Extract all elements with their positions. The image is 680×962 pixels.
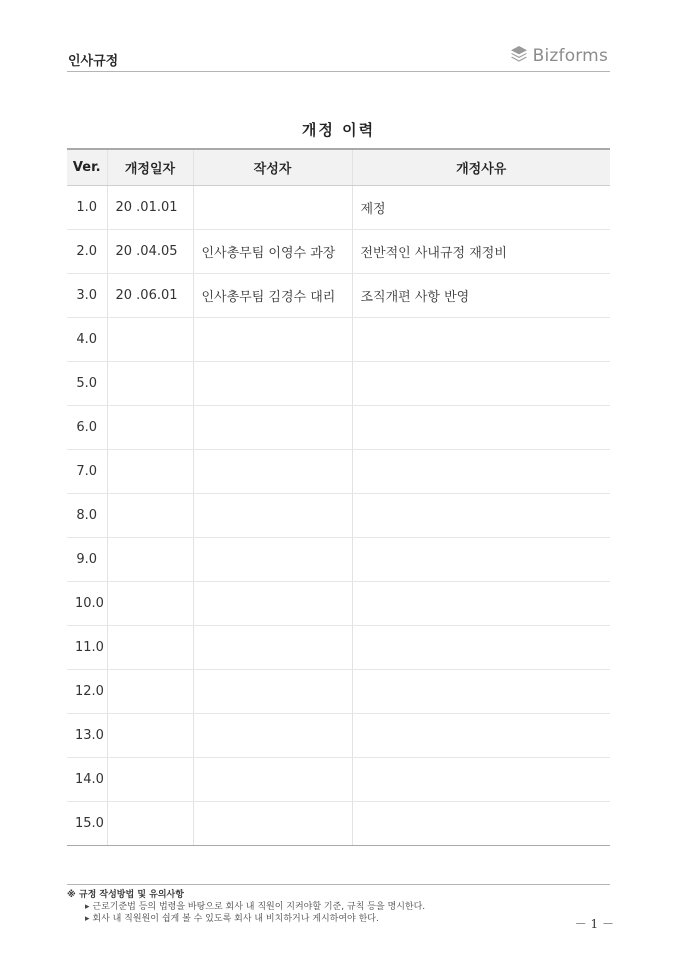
cell-author [193,318,352,362]
cell-date [107,406,193,450]
note-item: ▸ 회사 내 직원원이 쉽게 볼 수 있도록 회사 내 비치하거나 게시하여야 한다. [85,914,379,924]
cell-reason [352,362,610,406]
cell-version: 12.0 [67,670,107,714]
note-item: ▸ 근로기준법 등의 법령을 바탕으로 회사 내 직원이 지켜야할 기준, 규칙 등을 명시한다. [85,902,426,912]
cell-author [193,494,352,538]
cell-date [107,802,193,846]
cell-author [193,186,352,230]
table-row [67,362,610,406]
cell-reason [352,670,610,714]
cell-author [193,670,352,714]
table-row [67,582,610,626]
cell-version: 4.0 [67,318,107,362]
header-divider [67,71,610,72]
table-row [67,318,610,362]
cell-author [193,758,352,802]
cell-reason [352,758,610,802]
column-header-version: Ver. [67,149,107,186]
cell-reason [352,802,610,846]
cell-reason [352,494,610,538]
table-row [67,230,610,274]
cell-author [193,802,352,846]
table-row [67,802,610,846]
table-row [67,186,610,230]
cell-author [193,626,352,670]
table-row [67,494,610,538]
column-header-reason: 개정사유 [352,149,610,186]
cell-date [107,538,193,582]
cell-version: 7.0 [67,450,107,494]
cell-version: 2.0 [67,230,107,274]
footer-divider [67,884,610,885]
cell-author: 인사총무팀 이영수 과장 [193,230,352,274]
cell-version: 15.0 [67,802,107,846]
cell-date [107,670,193,714]
cell-version: 6.0 [67,406,107,450]
cell-reason: 전반적인 사내규정 재정비 [352,230,610,274]
cell-author [193,538,352,582]
cell-version: 8.0 [67,494,107,538]
cell-reason [352,538,610,582]
cell-date [107,582,193,626]
table-row [67,758,610,802]
cell-author: 인사총무팀 김경수 대리 [193,274,352,318]
cell-version: 14.0 [67,758,107,802]
cell-author [193,362,352,406]
cell-author [193,714,352,758]
logo-text: Bizforms [532,46,608,66]
cell-reason [352,714,610,758]
cell-date: 20 .04.05 [107,230,193,274]
document-title: 개정 이력 [301,121,376,139]
table-row [67,714,610,758]
cell-version: 1.0 [67,186,107,230]
table-header-row [67,149,610,186]
cell-reason [352,626,610,670]
cell-reason: 조직개편 사항 반영 [352,274,610,318]
cell-date [107,362,193,406]
column-header-author: 작성자 [193,149,352,186]
column-header-date: 개정일자 [107,149,193,186]
page-header-title: 인사규정 [68,54,119,69]
cell-version: 9.0 [67,538,107,582]
cell-date [107,714,193,758]
cell-reason [352,582,610,626]
cell-date [107,758,193,802]
cell-date [107,450,193,494]
table-row [67,274,610,318]
cell-author [193,582,352,626]
stacked-layers-icon [510,45,528,67]
cell-reason [352,318,610,362]
cell-date [107,626,193,670]
notes-title: ※ 규정 작성방법 및 유의사항 [67,890,184,900]
footer-notes [67,889,425,925]
page-number: － 1 － [574,917,614,931]
table-body [67,186,610,846]
table-row [67,406,610,450]
table-row [67,538,610,582]
cell-reason: 제정 [352,186,610,230]
cell-version: 3.0 [67,274,107,318]
cell-reason [352,450,610,494]
table-row [67,670,610,714]
cell-version: 5.0 [67,362,107,406]
cell-author [193,406,352,450]
table-row [67,626,610,670]
cell-date: 20 .06.01 [107,274,193,318]
cell-date [107,318,193,362]
cell-author [193,450,352,494]
cell-date: 20 .01.01 [107,186,193,230]
table-row [67,450,610,494]
cell-version: 10.0 [67,582,107,626]
cell-version: 13.0 [67,714,107,758]
cell-date [107,494,193,538]
revision-history-table [67,148,610,846]
bizforms-logo[interactable] [510,45,608,67]
cell-reason [352,406,610,450]
cell-version: 11.0 [67,626,107,670]
